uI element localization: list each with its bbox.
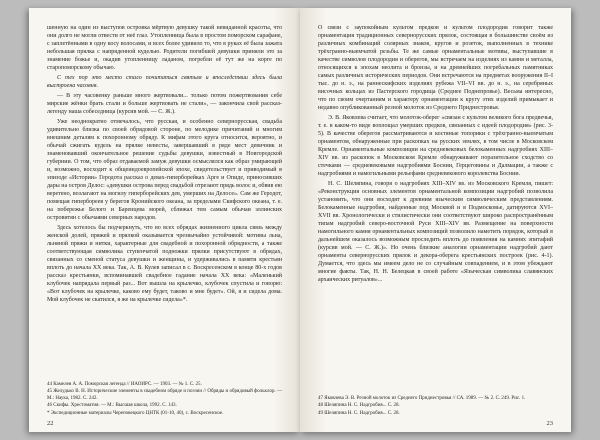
paragraph-italic: С тех пор это место стало почитаться святым и впоследствии здесь была выстроена часовня. xyxy=(47,75,282,89)
page-right xyxy=(300,8,571,432)
footnote: 47 Яковлева Э. В. Резной молоток из Среднего Приднестровья // СА. 1989. — № 2. С. 249. Рис. 1. xyxy=(318,395,526,401)
paragraph: Э. В. Яковлева считает, что молоток-оберег «связан с культом великого бога предвечья, т. е. в каком-то виде воплощал умерших предков, связанных с идеей плодородия» (рис. 3-5). В качестве оберегов рассматриваются и костяные топорики с трёхгранно-выемчатым орнаментом, обнаруженные при раскопках на русских землях, в том числе в Московском Кремле. Орнаментальные композиции на средневековых белокаменных надгробиях XIII–XIV вв. из раскопок в Московском Кремле обнаруживают поразительное сходство со стечками — средневековыми надгробиями Боснии, Герцеговины и Далмации, а также с надгробиями и намогильными рельефами средневекового королевства Боснии. xyxy=(318,115,553,177)
page-right-body xyxy=(318,24,553,286)
paragraph: шенную на один из выступов островка мёртвую девушку такой невиданной красоты, что они долго не могли отвести от неё глаз. Утопленница была в простом поморском сарафане, с заплетёнными в одну косу волосами, и всех более удивило то, что в руках её была зажата небольшая прялка с напряденной куделью. Родители погибшей девушки приняли это за знамение божье и, окадив утопленницу ладаном, погребли её тут же на корге по старопоморскому обычаю. xyxy=(47,25,282,71)
paragraph: О связи с заупокойным культом предков и культом плодородия говорит также орнаментация традиционных севернорусских прялок, состоящая в большинстве своём из различных комбинаций солярных знаков, кругов и розеток, выполненных в технике трёхгранно-выемчатой резьбы. Те же самые орнаментальные мотивы, выступавшие в качестве символов плодородия и оберегов, мы встречаем на изделиях из камня и металла, относящихся к эпохам неолита и бронзы, и на древнейших погребальных памятниках самых различных исторических периодов. Они встречаются на предметах вооружения II–I тыс. до н. э., на раннескифских изделиях рубежа VII–VI вв. до н. э., на серебряных височных кольцах из Пастерского городища (Среднее Поднепровье). Весьма интересно, что по своим очертаниям и характеру орнаментации к кругу этих изделий примыкает и недавно опубликованный резной молоток из Среднего Приднестровья. xyxy=(318,25,553,111)
page-number-left: 22 xyxy=(47,420,54,427)
paragraph: Здесь хотелось бы подчеркнуть, что во всех обрядах жизненного цикла связь между женской долей, пряжей и прялкой оказывается чрезвычайно устойчивой: мотивы льна, льняной пряжи и нитки, характерные для свадебной и похоронной обрядности, а также соответствующая символика ступенчатой подножки прялки присутствуют в обрядах, связанных со сменой статуса девушки и женщины, и удерживались в памяти крестьян вплоть до начала XX века. Так, А. В. Кулев записал в с. Воскресенском в конце 80-х годов рассказ крестьянки, вспоминавшей свадебное гадание начала XX века: «Маленький клубочек напрядала первый раз... Вот вышла на крылечко, клубочек спустила и говорю: «Вот клубочек на крылечке, каково ему будет, таково и мне будет». Ой, я и сидела дома. Мой клубочек не скатился, я же на крылечке сидела»*. xyxy=(47,225,282,303)
page-left-body xyxy=(47,24,282,306)
paragraph: Уже неоднократно отмечалось, что русская, и особенно севернорусская, свадьба удивительно близка по своей обрядовой стороне, по мелодике причитаний и многим внешним деталям к похоронному обряду. К мифам этого круга относится, вероятно, и обычай сжигать кудель на прялке невесты, завершавший в ряде мест девичник и знаменовавший окончательное решение судьбы девушки, известный в Новгородской губернии. О том, что образ отдаваемой замуж девушки осмыслялся как образ умирающей и, возможно, восходит к общеиндоевропейской эпохе, свидетельствует и приводимый в эпизоде «Истории» Геродота рассказ о девах-гиперборейках Арге и Опиде, приносивших дары на остров Делос: «девушки острова перед свадьбой отрезают прядь волос и, обвив ею веретено, возлагают на могилу гиперборейских дев, умерших на Делосе». Сам же Геродот, помещая гипербореев у берегов Кронийского океана, за пределами Скифского океана, т. е. на побережье Белого и Баренцева морей, сближал тем самым обычаи эллинских островитян с обычаями северных народов. xyxy=(47,119,282,221)
paragraph: Н. С. Шеляпина, говоря о надгробиях XIII–XIV вв. из Московского Кремля, пишет: «Реконструкция основных элементов орнаментальной композиции надгробий позволила установить, что они восходят к древним языческим символическим представлениям. Белокаменные надгробия, найденные под Москвой и в Подмосковье, датируются XVI–XVII вв. Хронологически и стилистически они соответствуют широко распространённым типам надгробий северо-восточной Руси XIII–XIV вв. Размещение на поверхности намогильного камня орнаментальных композиций позволило наметить порядок, который в дальнейшем оказалось возможным проследить вплоть до появления на камнях эпитафий (курсив мой. — С. Ж.)». Но очень близкие аналогии орнаментации надгробий дают орнаменты севернорусских прялок и декора-оберега крестьянских построек (рис. 4-1). Думается, что здесь мы имеем дело не со случайным совпадением, и в этом убеждают многие факты. Так, Н. Н. Белецкая в своей работе «Языческая символика славянских архаических ритуалов»... xyxy=(318,181,553,283)
footnote: 44 Камелев А. А. Поморская легенда // ИАОИРС. — 1903. — № 1. С. 25. xyxy=(47,381,202,387)
footnote: 49 Шеляпина Н. С. Надгробия... С. 28. xyxy=(318,410,400,416)
footnote: 45 Желудько В. Н. Исторические элементы в свадебном обряде и поэзии // Обряды и обрядовый фольклор. — М.: Наука, 1982. С. 242. xyxy=(47,389,282,401)
page-number-right: 23 xyxy=(546,420,553,427)
footnote: * Экспедиционные материалы Череповецкого ЦНТК (01-10, 40), с. Воскресенское. xyxy=(47,410,224,416)
footnote: 46 Скифы. Хрестоматия. — М.: Высшая школа, 1992. С. 143. xyxy=(47,403,177,408)
page-left xyxy=(29,8,300,432)
footnote: 48 Шеляпина Н. С. Надгробия... С. 28. xyxy=(318,403,400,408)
page-left-footnotes xyxy=(47,374,282,419)
page-right-footnotes xyxy=(318,388,553,419)
paragraph: — В эту часовенку раньше много жертвовали... только потом пожертвования себе мирские жёнки брать стали и больше жертвовать не стали», — закончила свой рассказ-легенду наша собеседница (курсив мой. — С. Ж.). xyxy=(47,93,282,115)
